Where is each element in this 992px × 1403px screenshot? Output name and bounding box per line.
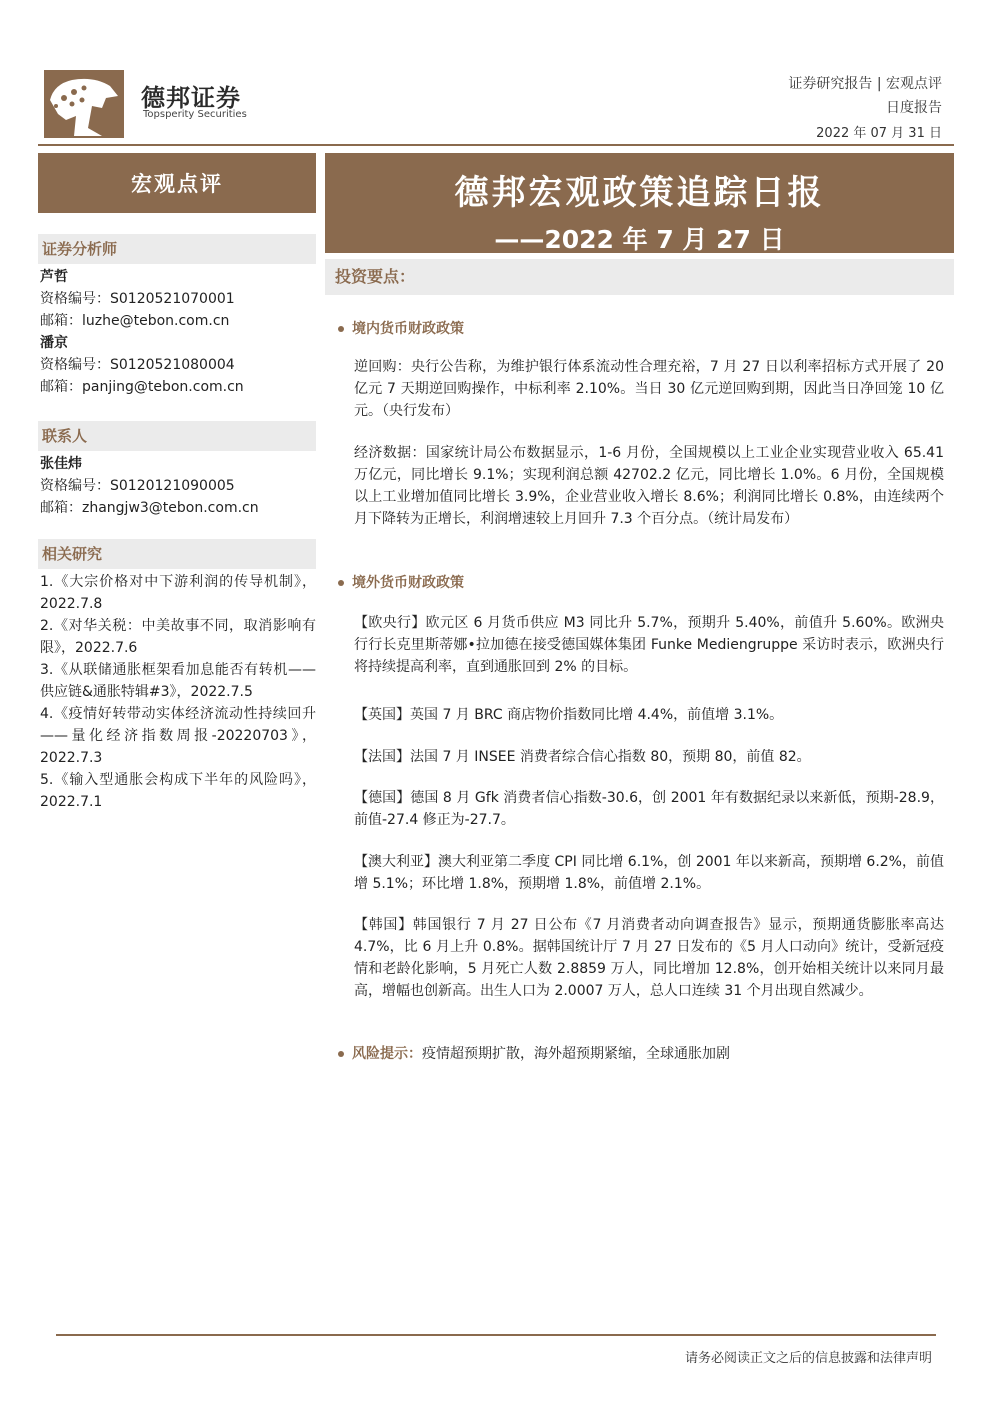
report-type: 证券研究报告 | 宏观点评: [788, 76, 942, 92]
analyst-email: 邮箱：luzhe@tebon.com.cn: [40, 313, 230, 329]
section-domestic-heading: 境内货币财政政策: [338, 318, 464, 338]
bullet-icon: [338, 580, 344, 586]
section-overseas-heading: 境外货币财政政策: [338, 572, 464, 592]
research-item[interactable]: 2.《对华关税：中美故事不同，取消影响有限》，2022.7.6: [40, 618, 316, 656]
contact-heading: 联系人: [38, 421, 316, 451]
report-meta: [788, 72, 942, 120]
contact-name: 张佳炜: [40, 456, 82, 472]
report-frequency: 日度报告: [886, 100, 942, 116]
contact-cert: 资格编号：S0120121090005: [40, 478, 235, 494]
research-heading: 相关研究: [38, 539, 316, 569]
contact-info: [40, 453, 316, 519]
research-item[interactable]: 4.《疫情好转带动实体经济流动性持续回升——量化经济指数周报-20220703》，2022.7.3: [40, 706, 316, 766]
paragraph-germany: 【德国】德国 8 月 Gfk 消费者信心指数-30.6，创 2001 年有数据纪录以来新低，预期-28.9，前值-27.4 修正为-27.7。: [354, 790, 944, 828]
paragraph-korea: 【韩国】韩国银行 7 月 27 日公布《7 月消费者动向调查报告》显示，预期通货膨胀率高达 4.7%，比 6 月上升 0.8%。据韩国统计厅 7 月 27 日发布的《5 月人口动向》统计，受新冠疫情和老龄化影响，5 月死亡人数 2.8859 万人，同比增加 12.8%，创开始相关统计以来同月最高，增幅也创新高。出生人口为 2.0007 万人，总人口连续 31 个月出现自然减少。: [354, 917, 944, 999]
title-banner: [325, 153, 954, 253]
paragraph-economic-data: 经济数据：国家统计局公布数据显示，1-6 月份，全国规模以上工业企业实现营业收入 65.41 万亿元，同比增长 9.1%；实现利润总额 42702.2 亿元，同比增长 1.0%。6 月份，全国规模以上工业增加值同比增长 3.9%，企业营业收入增长 8.6%；利润同比增长 0.8%，由连续两个月下降转为正增长，利润增速较上月回升 7.3 个百分点。（统计局发布）: [354, 445, 944, 527]
report-date: 2022 年 07 月 31 日: [816, 126, 942, 141]
analyst-email: 邮箱：panjing@tebon.com.cn: [40, 379, 244, 395]
bullet-icon: [338, 326, 344, 332]
research-item[interactable]: 1.《大宗价格对中下游利润的传导机制》，2022.7.8: [40, 574, 316, 612]
footer-divider: [56, 1334, 936, 1336]
paragraph-reverse-repo: 逆回购：央行公告称，为维护银行体系流动性合理充裕，7 月 27 日以利率招标方式开展了 20 亿元 7 天期逆回购操作，中标利率 2.10%。当日 30 亿元逆回购到期，因此当日净回笼 10 亿元。（央行发布）: [354, 359, 944, 419]
paragraph-australia: 【澳大利亚】澳大利亚第二季度 CPI 同比增 6.1%，创 2001 年以来新高，预期增 6.2%，前值增 5.1%；环比增 1.8%，预期增 1.8%，前值增 2.1%。: [354, 854, 944, 892]
analyst-name: 芦哲: [40, 269, 68, 285]
footer-notice: 请务必阅读正文之后的信息披露和法律声明: [684, 1351, 932, 1366]
sidebar-banner: 宏观点评: [38, 153, 316, 213]
analysts-list: [40, 266, 316, 398]
report-subtitle: ——2022 年 7 月 27 日: [494, 225, 785, 254]
brand-logo: [44, 70, 124, 138]
contact-email: 邮箱：zhangjw3@tebon.com.cn: [40, 500, 259, 516]
analysts-heading: 证券分析师: [38, 234, 316, 264]
research-item[interactable]: 5.《输入型通胀会构成下半年的风险吗》，2022.7.1: [40, 772, 316, 810]
bullet-icon: [338, 1051, 344, 1057]
analyst-cert: 资格编号：S0120521080004: [40, 357, 235, 373]
paragraph-france: 【法国】法国 7 月 INSEE 消费者综合信心指数 80，预期 80，前值 82。: [354, 749, 811, 765]
risk-text: 疫情超预期扩散，海外超预期紧缩，全球通胀加剧: [422, 1046, 730, 1062]
research-list: [40, 571, 316, 813]
risk-warning: [338, 1043, 730, 1063]
analyst-cert: 资格编号：S0120521070001: [40, 291, 235, 307]
paragraph-ecb: 【欧央行】欧元区 6 月货币供应 M3 同比升 5.7%，预期升 5.40%，前值升 5.60%。欧洲央行行长克里斯蒂娜•拉加德在接受德国媒体集团 Funke Mediengruppe 采访时表示，欧洲央行将持续提高利率，直到通胀回到 2% 的目标。: [354, 615, 944, 675]
header-divider: [38, 144, 954, 146]
brand-name-cn: 德邦证券: [141, 84, 241, 112]
analyst-name: 潘京: [40, 335, 68, 351]
brand-name-en: Topsperity Securities: [143, 109, 247, 120]
risk-label: 风险提示：: [352, 1046, 422, 1062]
research-item[interactable]: 3.《从联储通胀框架看加息能否有转机——供应链&通胀特辑#3》，2022.7.5: [40, 662, 316, 700]
paragraph-uk: 【英国】英国 7 月 BRC 商店物价指数同比增 4.4%，前值增 3.1%。: [354, 707, 784, 723]
key-points-heading: 投资要点：: [325, 259, 954, 295]
report-title: 德邦宏观政策追踪日报: [454, 173, 825, 213]
